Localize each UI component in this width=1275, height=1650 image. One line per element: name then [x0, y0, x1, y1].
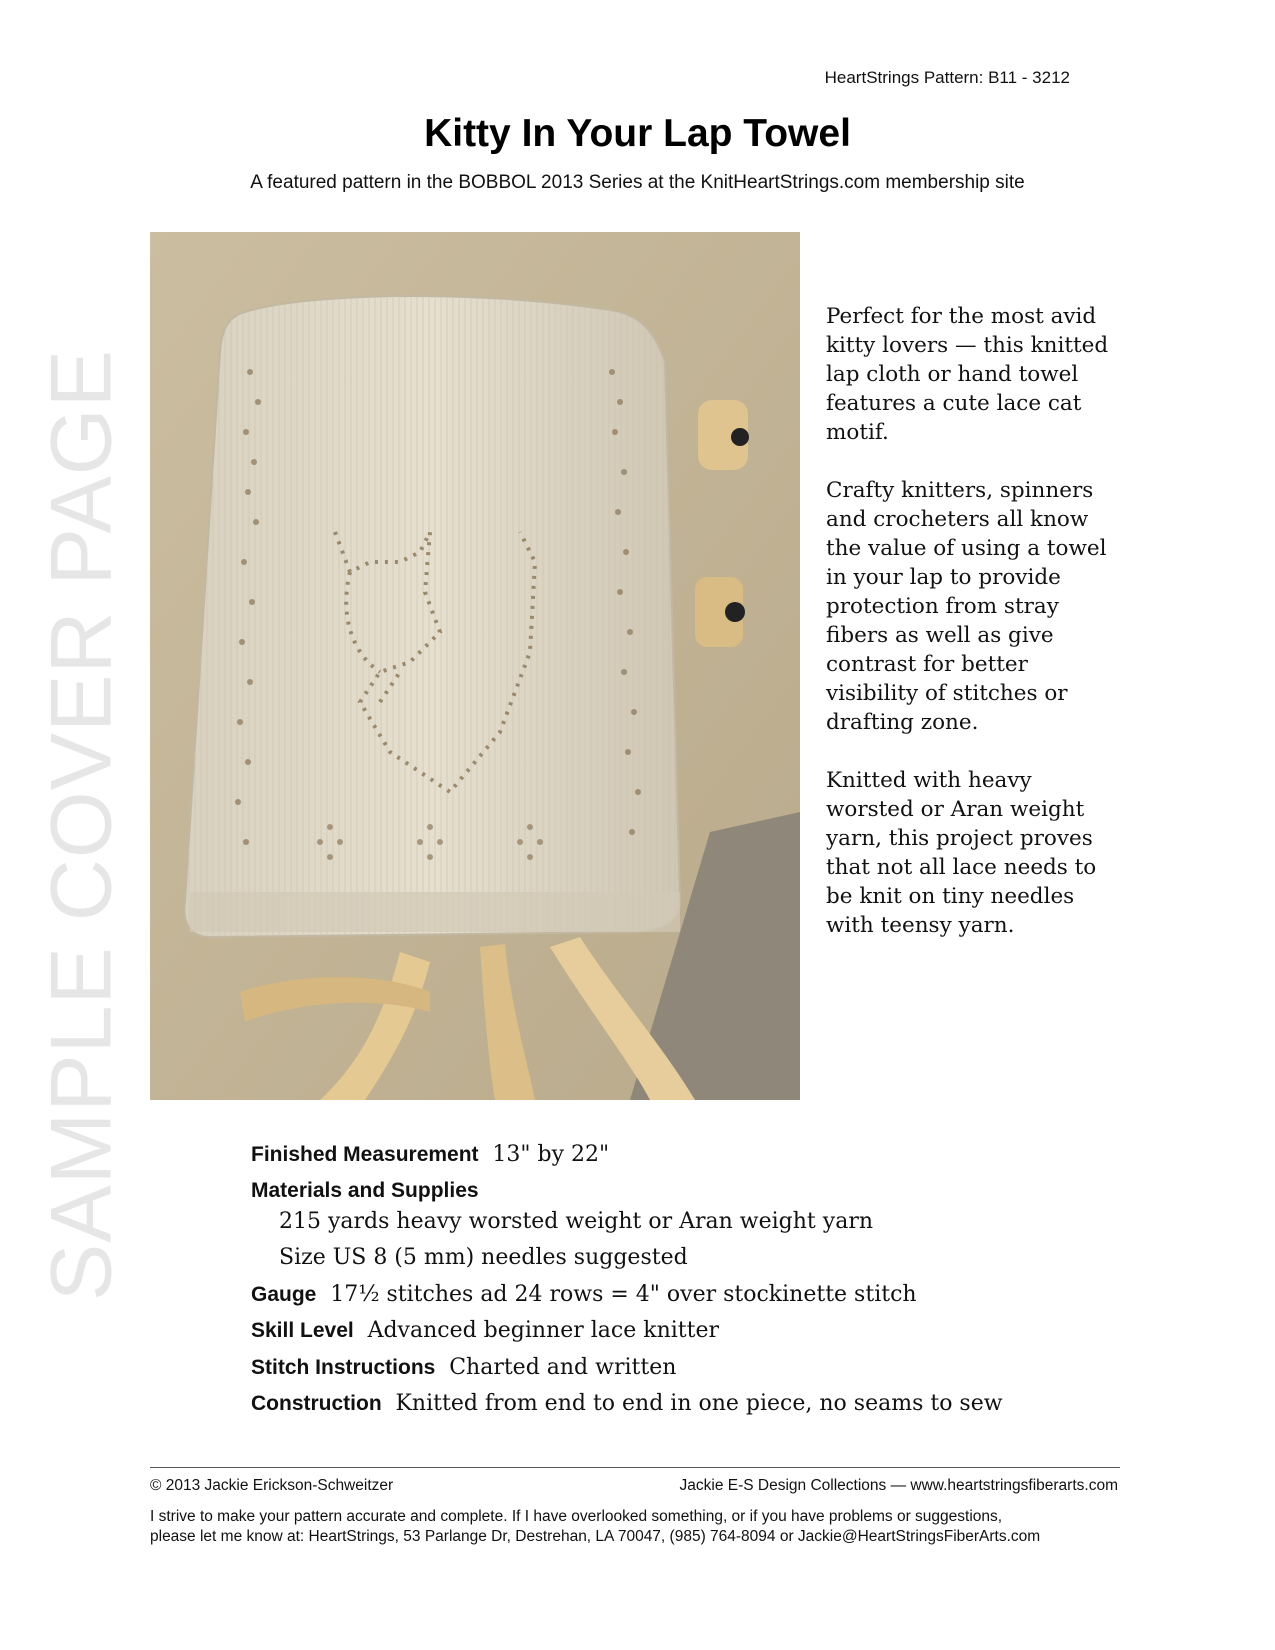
- spec-construction: [251, 1391, 1151, 1428]
- page-subtitle: A featured pattern in the BOBBOL 2013 Series at the KnitHeartStrings.com membership site: [250, 172, 1025, 193]
- spec-value: Knitted from end to end in one piece, no seams to sew: [395, 1391, 1003, 1416]
- pattern-specs: [251, 1142, 1151, 1428]
- pattern-description: [826, 302, 1126, 969]
- spec-gauge: [251, 1282, 1151, 1319]
- spec-finished-measurement: [251, 1142, 1151, 1179]
- spec-value: Advanced beginner lace knitter: [367, 1318, 720, 1343]
- spec-value: 215 yards heavy worsted weight or Aran weight yarn: [279, 1208, 873, 1234]
- contact-note: [150, 1507, 1130, 1547]
- description-paragraph: Perfect for the most avid kitty lovers — this knitted lap cloth or hand towel features a cute lace cat motif.: [826, 304, 1109, 445]
- spec-label: Stitch Instructions: [251, 1355, 436, 1379]
- footer-divider: [150, 1467, 1120, 1468]
- description-paragraph: Knitted with heavy worsted or Aran weight yarn, this project proves that not all lace needs to be knit on tiny needles with teensy yarn.: [826, 768, 1097, 938]
- spec-label: Construction: [251, 1392, 382, 1415]
- pattern-id: HeartStrings Pattern: B11 - 3212: [824, 68, 1070, 87]
- description-paragraph: Crafty knitters, spinners and crocheters all know the value of using a towel in your lap to provide protection from stray fibers as well as give contrast for better visibility of stitches or drafting zone.: [826, 478, 1107, 735]
- page-title: Kitty In Your Lap Towel: [424, 112, 851, 155]
- spec-label: Finished Measurement: [251, 1143, 479, 1166]
- spec-value: Charted and written: [449, 1354, 677, 1380]
- spec-label: Skill Level: [251, 1319, 354, 1342]
- towel-photo: [150, 232, 800, 1100]
- spec-materials-item: [251, 1209, 1151, 1246]
- copyright-text: © 2013 Jackie Erickson-Schweitzer: [150, 1477, 394, 1494]
- sample-cover-watermark: SAMPLE COVER PAGE: [33, 348, 130, 1302]
- contact-note-line: please let me know at: HeartStrings, 53 Parlange Dr, Destrehan, LA 70047, (985) 764-8094 or Jackie@HeartStringsFiberArts.com: [150, 1528, 1041, 1545]
- spec-value: 13" by 22": [492, 1142, 610, 1167]
- spec-stitch-instructions: [251, 1355, 1151, 1392]
- collection-text: Jackie E-S Design Collections — www.heartstringsfiberarts.com: [679, 1477, 1118, 1494]
- spec-value: 17½ stitches ad 24 rows = 4" over stockinette stitch: [330, 1281, 917, 1307]
- spec-label: Materials and Supplies: [251, 1178, 479, 1202]
- spec-label: Gauge: [251, 1282, 317, 1306]
- contact-note-line: I strive to make your pattern accurate and complete. If I have overlooked something, or if you have problems or suggestions,: [150, 1508, 1003, 1525]
- spec-materials-item: [251, 1245, 1151, 1282]
- spec-skill-level: [251, 1318, 1151, 1355]
- spec-value: Size US 8 (5 mm) needles suggested: [279, 1245, 688, 1270]
- spec-materials: [251, 1179, 1151, 1209]
